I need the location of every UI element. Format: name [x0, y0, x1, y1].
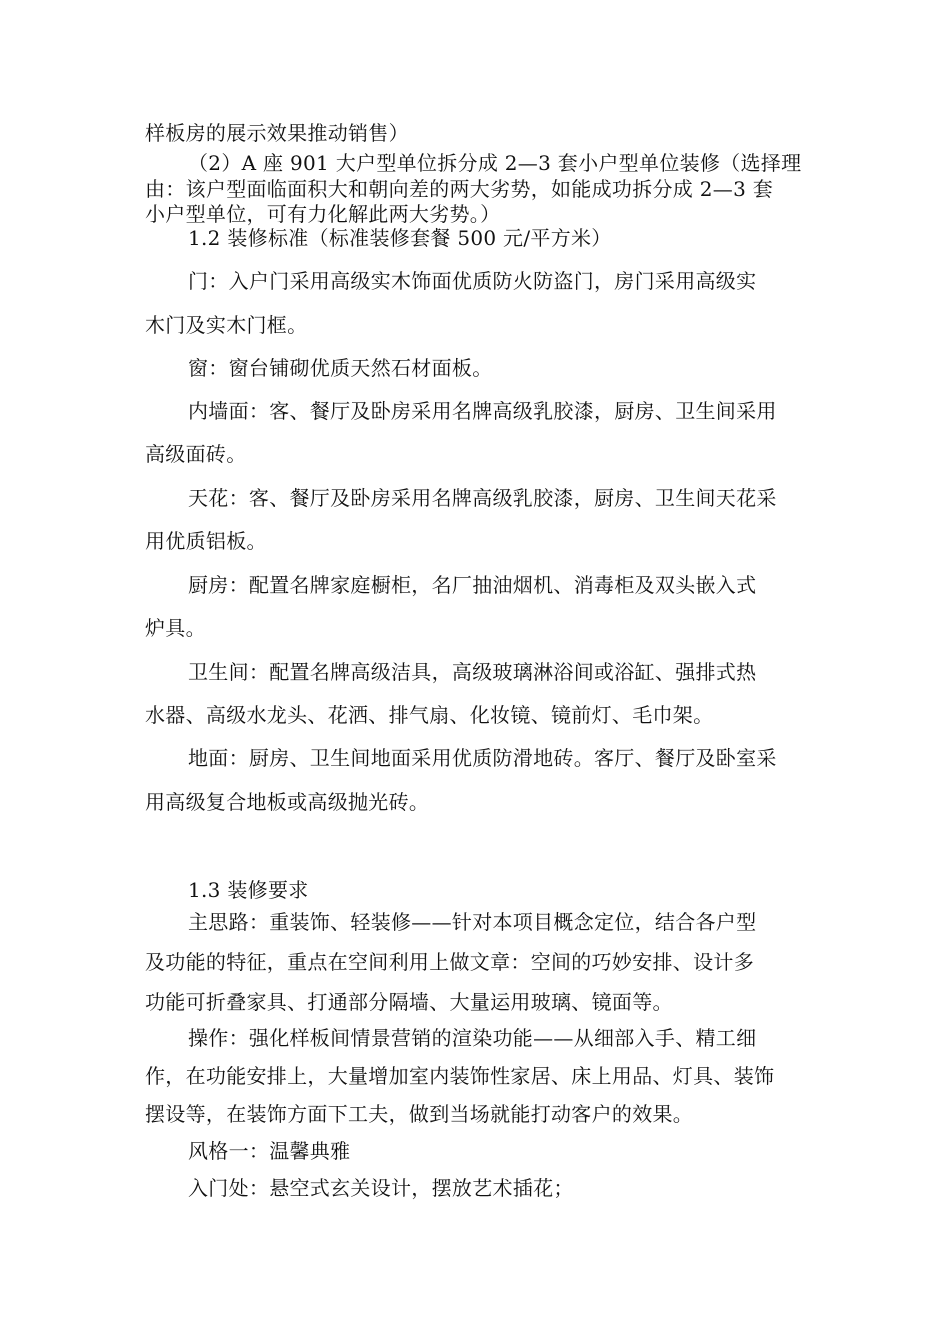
- paragraph-line: 地面：厨房、卫生间地面采用优质防滑地砖。客厅、餐厅及卧室采: [188, 746, 777, 770]
- section-heading-1-3: 1.3 装修要求: [188, 878, 309, 902]
- paragraph-line: 窗：窗台铺砌优质天然石材面板。: [188, 356, 493, 380]
- paragraph-line: 作，在功能安排上，大量增加室内装饰性家居、床上用品、灯具、装饰: [145, 1064, 775, 1088]
- paragraph-line: 及功能的特征，重点在空间利用上做文章：空间的巧妙安排、设计多: [145, 950, 754, 974]
- paragraph-line: 由：该户型面临面积大和朝向差的两大劣势，如能成功拆分成 2—3 套: [145, 177, 774, 201]
- paragraph-line: 厨房：配置名牌家庭橱柜，名厂抽油烟机、消毒柜及双头嵌入式: [188, 573, 757, 597]
- paragraph-line: 摆设等，在装饰方面下工夫，做到当场就能打动客户的效果。: [145, 1102, 694, 1126]
- paragraph-line: 高级面砖。: [145, 442, 247, 466]
- paragraph-line: 天花：客、餐厅及卧房采用名牌高级乳胶漆，厨房、卫生间天花采: [188, 486, 777, 510]
- section-heading-1-2: 1.2 装修标准（标准装修套餐 500 元/平方米）: [188, 226, 612, 250]
- style-heading: 风格一：温馨典雅: [188, 1139, 351, 1163]
- paragraph-line: 水器、高级水龙头、花洒、排气扇、化妆镜、镜前灯、毛巾架。: [145, 703, 714, 727]
- paragraph-line: 用优质铝板。: [145, 529, 267, 553]
- paragraph-line: 卫生间：配置名牌高级洁具，高级玻璃淋浴间或浴缸、强排式热: [188, 660, 757, 684]
- paragraph-line: 内墙面：客、餐厅及卧房采用名牌高级乳胶漆，厨房、卫生间采用: [188, 399, 777, 423]
- paragraph-line: 用高级复合地板或高级抛光砖。: [145, 790, 430, 814]
- paragraph-line: 门：入户门采用高级实木饰面优质防火防盗门，房门采用高级实: [188, 269, 757, 293]
- paragraph-line: 功能可折叠家具、打通部分隔墙、大量运用玻璃、镜面等。: [145, 990, 673, 1014]
- paragraph-line: （2）A 座 901 大户型单位拆分成 2—3 套小户型单位装修（选择理: [188, 151, 802, 175]
- paragraph-line: 木门及实木门框。: [145, 313, 308, 337]
- paragraph-line: 入门处：悬空式玄关设计，摆放艺术插花；: [188, 1176, 574, 1200]
- paragraph-line: 主思路：重装饰、轻装修——针对本项目概念定位，结合各户型: [188, 910, 757, 934]
- paragraph-line: 样板房的展示效果推动销售）: [145, 121, 409, 145]
- paragraph-line: 炉具。: [145, 616, 206, 640]
- paragraph-line: 操作：强化样板间情景营销的渲染功能——从细部入手、精工细: [188, 1026, 757, 1050]
- paragraph-line: 小户型单位，可有力化解此两大劣势。）: [145, 202, 501, 226]
